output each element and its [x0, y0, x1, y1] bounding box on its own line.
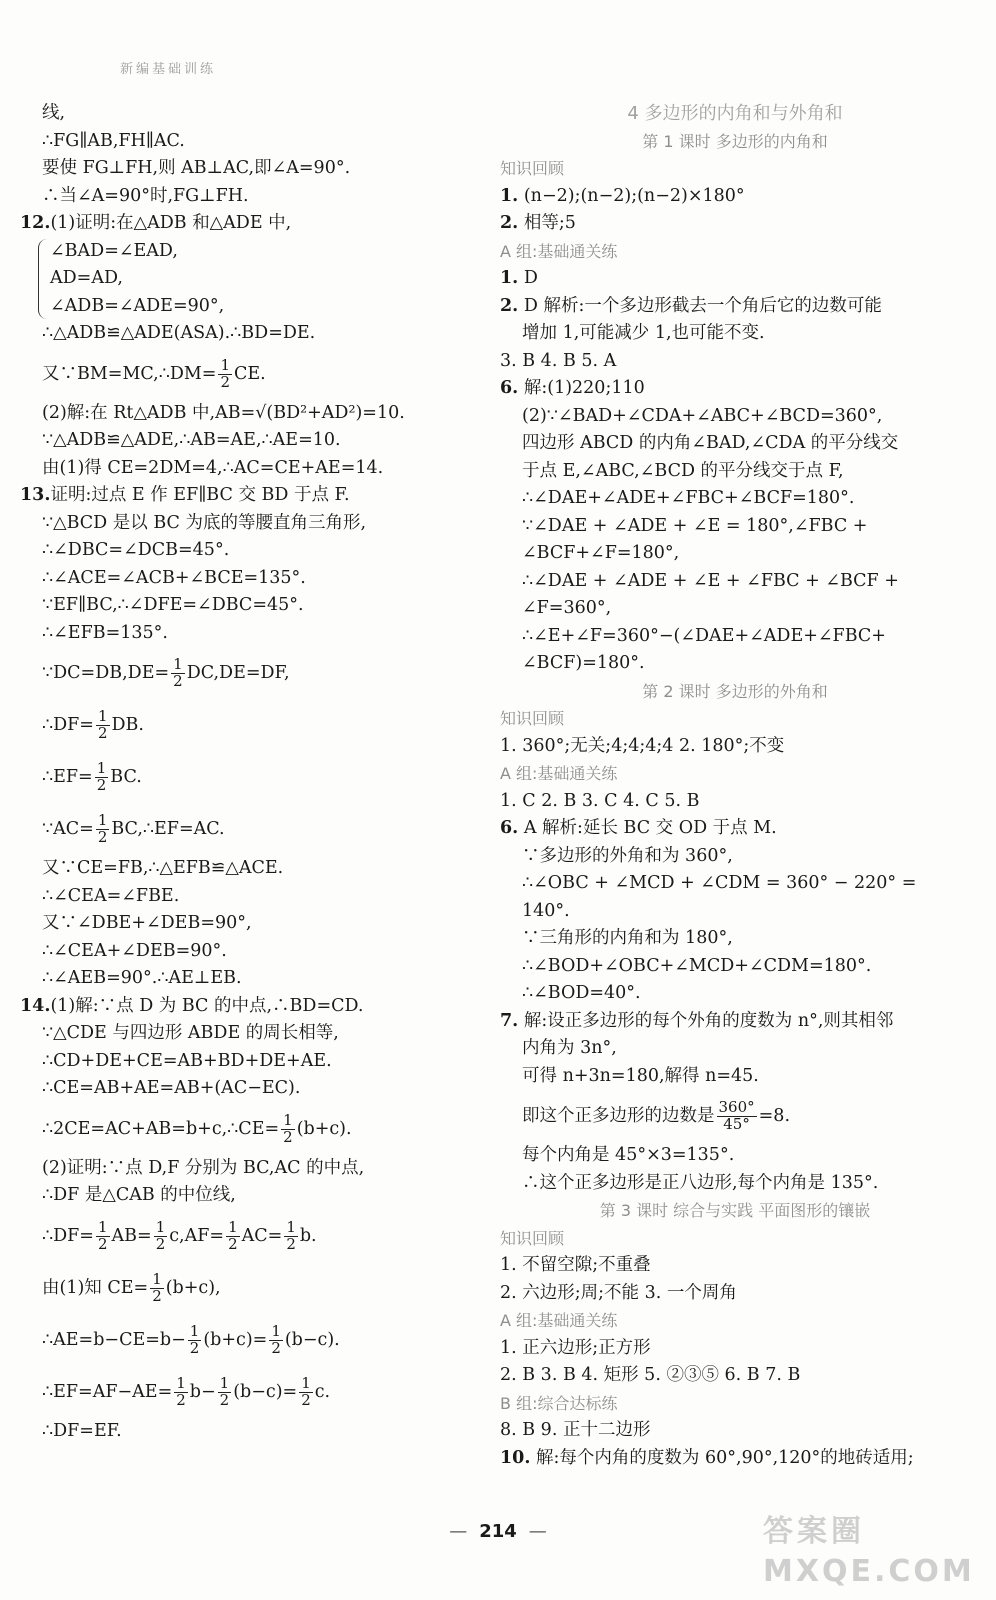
text-line: ∵△ADB≌△ADE,∴AB=AE,∴AE=10.	[42, 430, 341, 450]
text-line: ∵∠DAE + ∠ADE + ∠E = 180°,∠FBC +	[522, 515, 868, 536]
answer-line: 1. 不留空隙;不重叠	[500, 1255, 651, 1275]
fraction-denominator: 2	[220, 372, 230, 391]
fraction-numerator: 1	[97, 707, 108, 726]
fraction	[218, 355, 232, 391]
fraction	[95, 761, 109, 794]
text-span: ∴EF=AF−AE=	[42, 1381, 173, 1402]
fraction-denominator: 2	[97, 828, 108, 846]
answer-line: 1. C 2. B 3. C 4. C 5. B	[500, 790, 700, 811]
text-span: (b+c)=	[203, 1329, 268, 1350]
text-span: BC.	[110, 767, 142, 787]
fraction-numerator: 1	[220, 355, 230, 374]
text-line	[20, 1366, 470, 1418]
answer-line	[500, 183, 970, 211]
text-line: ∠BCF+∠F=180°,	[522, 543, 680, 563]
answer-line: 3. B 4. B 5. A	[500, 350, 617, 371]
fraction-denominator: 45°	[723, 1115, 750, 1133]
text-line: ∴∠AEB=90°.∴AE⊥EB.	[42, 968, 242, 988]
text-span: ∴DF=	[42, 1225, 94, 1246]
answer-line	[500, 210, 970, 238]
text-line: 由(1)得 CE=2DM=4,∴AC=CE+AE=14.	[42, 457, 384, 478]
footer-dash: —	[528, 1521, 547, 1542]
text-span: D	[523, 268, 538, 288]
text-line	[20, 1103, 470, 1155]
text-line: ∴∠EFB=135°.	[42, 622, 168, 643]
text-span: (b+c).	[296, 1118, 352, 1139]
fraction-numerator: 1	[96, 759, 107, 778]
question-number: 1.	[500, 268, 519, 288]
fraction-denominator: 2	[286, 1234, 296, 1253]
lesson-title: 第 1 课时 多边形的内角和	[642, 131, 828, 151]
text-line: ∴∠BOD=40°.	[522, 983, 641, 1003]
fraction	[284, 1217, 298, 1253]
right-column	[500, 100, 970, 1472]
footer-dash: —	[449, 1521, 468, 1542]
text-line: ∵△BCD 是以 BC 为底的等腰直角三角形,	[42, 512, 367, 533]
text-line	[20, 751, 470, 803]
lesson-title: 第 2 课时 多边形的外角和	[642, 681, 828, 701]
text-line: 要使 FG⊥FH,则 AB⊥AC,即∠A=90°.	[42, 158, 351, 178]
text-span: ∴EF=	[42, 767, 93, 787]
text-line: ∵EF∥BC,∴∠DFE=∠DBC=45°.	[42, 595, 304, 615]
question-14	[20, 993, 470, 1021]
text-line	[20, 348, 470, 400]
text-span: ∴DF=	[42, 715, 94, 735]
question-number: 1.	[500, 185, 519, 206]
fraction-denominator: 2	[173, 672, 183, 690]
text-span: ∴AE=b−CE=b−	[42, 1329, 186, 1350]
text-line	[500, 1090, 970, 1142]
text-span: (1)解:∵点 D 为 BC 的中点,∴BD=CD.	[50, 995, 364, 1016]
subsection-heading: 知识回顾	[500, 709, 565, 728]
question-number: 6.	[500, 818, 519, 838]
answer-line: 1. 360°;无关;4;4;4;4 2. 180°;不变	[500, 735, 785, 756]
text-span: CE.	[233, 363, 266, 384]
text-line: 四边形 ABCD 的内角∠BAD,∠CDA 的平分线交	[522, 433, 899, 453]
text-line: (2)∵∠BAD+∠CDA+∠ABC+∠BCD=360°,	[522, 405, 883, 426]
answer-line	[500, 293, 970, 321]
text-line: ∴∠DAE+∠ADE+∠FBC+∠BCF=180°.	[522, 488, 855, 508]
subsection-heading: B 组:综合达标练	[500, 1393, 618, 1413]
text-line: ∵多边形的外角和为 360°,	[522, 845, 733, 866]
text-span: 解:(1)220;110	[523, 378, 645, 398]
text-line: 内角为 3n°,	[522, 1038, 617, 1058]
question-number: 6.	[500, 378, 519, 398]
answer-line: 2. B 3. B 4. 矩形 5. ②③⑤ 6. B 7. B	[500, 1365, 801, 1385]
text-span: DC,DE=DF,	[186, 663, 290, 683]
text-span: ∵AC=	[42, 819, 94, 839]
text-line: ∠BCF)=180°.	[522, 653, 645, 673]
text-line: ∴∠CEA=∠FBE.	[42, 885, 180, 906]
text-line: ∴△ADB≌△ADE(ASA).∴BD=DE.	[42, 323, 316, 343]
text-line: ∴∠ACE=∠ACB+∠BCE=135°.	[42, 567, 306, 588]
fraction-denominator: 2	[97, 1234, 108, 1253]
fraction	[150, 1269, 164, 1305]
question-number: 7.	[500, 1010, 519, 1031]
fraction-numerator: 1	[286, 1217, 296, 1236]
text-line: 又∵CE=FB,∴△EFB≌△ACE.	[42, 858, 284, 878]
text-line: ∴∠CEA+∠DEB=90°.	[42, 940, 227, 961]
text-span: 解:每个内角的度数为 60°,90°,120°的地砖适用;	[536, 1447, 914, 1468]
fraction	[218, 1373, 232, 1409]
fraction-numerator: 1	[97, 1217, 108, 1236]
fraction-denominator: 2	[301, 1390, 311, 1409]
text-span: DB.	[111, 715, 144, 735]
answer-line	[500, 815, 970, 843]
text-line: ∠BAD=∠EAD,	[50, 240, 178, 261]
page-number: 214	[479, 1521, 517, 1542]
text-line: ∠ADB=∠ADE=90°,	[50, 295, 225, 316]
text-line: ∴当∠A=90°时,FG⊥FH.	[42, 185, 249, 206]
text-line: ∵△CDE 与四边形 ABDE 的周长相等,	[42, 1023, 339, 1043]
text-span: 由(1)知 CE=	[42, 1277, 149, 1298]
fraction	[269, 1321, 283, 1357]
fraction	[226, 1217, 240, 1253]
text-span: AB=	[111, 1225, 152, 1246]
question-number: 2.	[500, 213, 519, 233]
fraction-numerator: 1	[155, 1217, 166, 1236]
fraction-denominator: 2	[176, 1390, 186, 1409]
text-line: ∴DF 是△CAB 的中位线,	[42, 1185, 236, 1205]
text-line: 于点 E,∠ABC,∠BCD 的平分线交于点 F,	[522, 460, 844, 481]
fraction-numerator: 1	[173, 655, 183, 674]
text-line: ∴CE=AB+AE=AB+(AC−EC).	[42, 1078, 301, 1098]
fraction-denominator: 2	[155, 1234, 166, 1253]
subsection-heading: 知识回顾	[500, 159, 565, 178]
answer-line: 2. 六边形;周;不能 3. 一个周角	[500, 1282, 737, 1303]
text-line: 140°.	[522, 900, 570, 921]
text-line: ∴∠DBC=∠DCB=45°.	[42, 540, 230, 560]
text-span: D 解析:一个多边形截去一个角后它的边数可能	[523, 295, 882, 316]
text-span: 相等;5	[523, 213, 576, 233]
fraction	[154, 1217, 168, 1253]
answer-line	[500, 375, 970, 403]
subsection-heading: A 组:基础通关练	[500, 1311, 618, 1330]
text-line	[20, 1262, 470, 1314]
watermark-text: 答案圈	[763, 1514, 865, 1549]
fraction-numerator: 1	[176, 1373, 186, 1392]
text-line: ∴∠DAE + ∠ADE + ∠E + ∠FBC + ∠BCF +	[522, 570, 899, 591]
text-line	[20, 1314, 470, 1366]
fraction	[717, 1100, 757, 1133]
text-line: ∴CD+DE+CE=AB+BD+DE+AE.	[42, 1050, 332, 1071]
fraction-numerator: 1	[228, 1217, 238, 1236]
text-line: ∴DF=EF.	[42, 1420, 122, 1441]
fraction-numerator: 360°	[718, 1098, 755, 1117]
text-span: 又∵BM=MC,∴DM=	[42, 363, 217, 384]
fraction-denominator: 2	[228, 1234, 238, 1253]
fraction-numerator: 1	[219, 1373, 230, 1392]
text-line: ∴∠E+∠F=360°−(∠DAE+∠ADE+∠FBC+	[522, 625, 886, 646]
text-span: AC=	[241, 1225, 283, 1246]
answer-line	[500, 1008, 970, 1036]
text-span: 证明:过点 E 作 EF∥BC 交 BD 于点 F.	[50, 485, 350, 505]
text-line: 又∵∠DBE+∠DEB=90°,	[42, 913, 252, 933]
text-line	[20, 699, 470, 751]
text-line: 可得 n+3n=180,解得 n=45.	[522, 1065, 759, 1086]
text-span: 即这个正多边形的边数是	[522, 1106, 715, 1126]
fraction	[188, 1321, 202, 1357]
fraction-numerator: 1	[271, 1321, 281, 1340]
text-span: BC,∴EF=AC.	[111, 819, 225, 839]
fraction	[281, 1110, 295, 1146]
fraction	[96, 709, 110, 742]
watermark-url: MXQE.COM	[763, 1554, 975, 1589]
text-line	[20, 803, 470, 855]
fraction-numerator: 1	[152, 1269, 162, 1288]
answer-line	[500, 265, 970, 293]
text-line: (2)解:在 Rt△ADB 中,AB=√(BD²+AD²)=10.	[42, 402, 405, 423]
question-number: 13.	[20, 485, 51, 505]
fraction	[171, 657, 185, 690]
text-span: b−	[189, 1381, 216, 1402]
lesson-title: 第 3 课时 综合与实践 平面图形的镶嵌	[599, 1201, 871, 1220]
answer-line	[500, 1445, 970, 1473]
fraction-denominator: 2	[152, 1286, 162, 1305]
text-line	[20, 647, 470, 699]
fraction-denominator: 2	[97, 724, 108, 742]
fraction	[96, 1217, 110, 1253]
fraction-denominator: 2	[271, 1338, 281, 1357]
text-line: 每个内角是 45°×3=135°.	[522, 1145, 735, 1165]
text-span: (b−c).	[284, 1329, 340, 1350]
fraction	[96, 813, 110, 846]
text-line: ∵三角形的内角和为 180°,	[522, 928, 733, 948]
fraction-denominator: 2	[189, 1338, 200, 1357]
answer-line: 8. B 9. 正十二边形	[500, 1420, 651, 1440]
fraction-numerator: 1	[283, 1110, 293, 1129]
text-span: (b−c)=	[233, 1381, 298, 1402]
question-12	[20, 210, 470, 238]
brace-system	[20, 238, 470, 321]
text-span: (1)证明:在△ADB 和△ADE 中,	[50, 213, 292, 233]
subsection-heading: A 组:基础通关练	[500, 764, 618, 783]
text-line: ∴∠BOD+∠OBC+∠MCD+∠CDM=180°.	[522, 955, 872, 976]
text-line: ∠F=360°,	[522, 598, 612, 618]
question-number: 2.	[500, 295, 519, 316]
text-line: AD=AD,	[50, 268, 123, 288]
text-span: ∴2CE=AC+AB=b+c,∴CE=	[42, 1118, 280, 1139]
text-span: A 解析:延长 BC 交 OD 于点 M.	[523, 818, 777, 838]
text-span: ∵DC=DB,DE=	[42, 663, 170, 683]
text-span: 解:设正多边形的每个外角的度数为 n°,则其相邻	[523, 1010, 894, 1031]
text-line: 线,	[42, 103, 66, 123]
question-13	[20, 482, 470, 510]
answer-line: 1. 正六边形;正方形	[500, 1337, 651, 1358]
text-line: ∴FG∥AB,FH∥AC.	[42, 130, 185, 151]
text-span: (b+c),	[165, 1277, 221, 1298]
fraction-denominator: 2	[283, 1127, 293, 1146]
fraction-numerator: 1	[301, 1373, 311, 1392]
text-line: (2)证明:∵点 D,F 分别为 BC,AC 的中点,	[42, 1157, 365, 1178]
text-line: ∴这个正多边形是正八边形,每个内角是 135°.	[522, 1172, 879, 1193]
text-span: (n−2);(n−2);(n−2)×180°	[523, 185, 745, 206]
subsection-heading: A 组:基础通关练	[500, 241, 618, 261]
subsection-heading: 知识回顾	[500, 1228, 565, 1248]
text-span: =8.	[758, 1106, 791, 1126]
question-number: 14.	[20, 995, 51, 1016]
section-title: 4 多边形的内角和与外角和	[627, 103, 843, 124]
fraction-numerator: 1	[97, 811, 108, 830]
question-number: 10.	[500, 1447, 531, 1468]
running-header: 新编基础训练	[120, 62, 217, 77]
left-column	[20, 100, 470, 1445]
question-number: 12.	[20, 213, 51, 233]
watermark	[763, 1506, 978, 1596]
fraction	[174, 1373, 188, 1409]
text-line	[20, 1210, 470, 1262]
text-span: b.	[299, 1225, 317, 1246]
fraction-denominator: 2	[96, 776, 107, 794]
fraction-denominator: 2	[219, 1390, 230, 1409]
text-line: ∴∠OBC + ∠MCD + ∠CDM = 360° − 220° =	[522, 873, 917, 893]
text-line: 增加 1,可能减少 1,也可能不变.	[522, 323, 765, 343]
fraction-numerator: 1	[189, 1321, 200, 1340]
text-span: c.	[314, 1381, 331, 1402]
text-span: c,AF=	[169, 1225, 225, 1246]
fraction	[299, 1373, 313, 1409]
